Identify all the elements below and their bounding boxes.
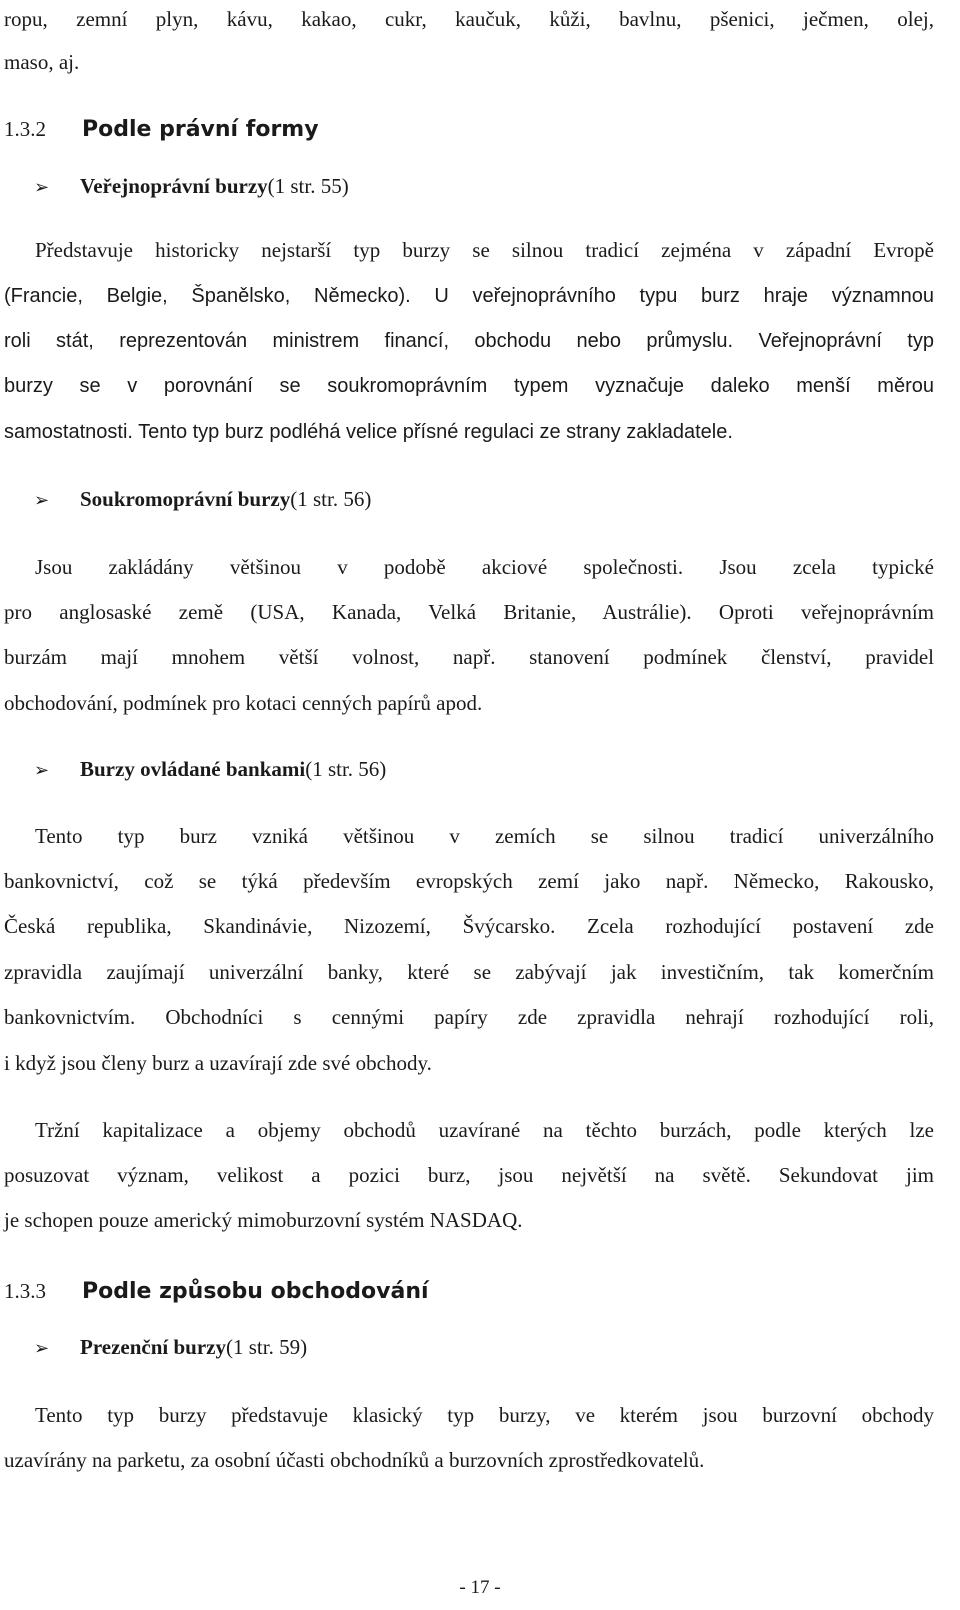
bullet-item-soukromopravni bbox=[34, 485, 371, 515]
section-number: 1.3.2 bbox=[4, 117, 46, 141]
paragraph-line: pro anglosaské země (USA, Kanada, Velká Britanie, Austrálie). Oproti veřejnoprávním bbox=[4, 600, 934, 624]
page-number: - 17 - bbox=[459, 1577, 501, 1598]
paragraph-line: Česká republika, Skandinávie, Nizozemí, Švýcarsko. Zcela rozhodující postavení zde bbox=[4, 914, 934, 938]
bullet-term: Burzy ovládané bankami bbox=[80, 757, 306, 781]
bullet-term: Soukromoprávní burzy bbox=[80, 487, 291, 511]
paragraph-line: Tento typ burzy představuje klasický typ burzy, ve kterém jsou burzovní obchody bbox=[35, 1403, 934, 1427]
section-number: 1.3.3 bbox=[4, 1279, 46, 1303]
bullet-item-verejnopravni bbox=[34, 172, 349, 202]
paragraph-line: zpravidla zaujímají univerzální banky, které se zabývají jak investičním, tak komerčním bbox=[4, 960, 934, 984]
section-heading-1-3-2 bbox=[4, 115, 319, 144]
paragraph-line: i když jsou členy burz a uzavírají zde své obchody. bbox=[4, 1051, 432, 1075]
paragraph-line: bankovnictvím. Obchodníci s cennými papíry zde zpravidla nehrají rozhodující roli, bbox=[4, 1005, 934, 1029]
paragraph-line: Tento typ burz vzniká většinou v zemích se silnou tradicí univerzálního bbox=[35, 824, 934, 848]
arrow-bullet-icon: ➢ bbox=[34, 760, 50, 781]
paragraph-line: Představuje historicky nejstarší typ burzy se silnou tradicí zejména v západní Evropě bbox=[35, 238, 934, 262]
section-title: Podle způsobu obchodování bbox=[82, 1279, 429, 1304]
bullet-reference: (1 str. 59) bbox=[226, 1335, 308, 1359]
paragraph-line: posuzovat význam, velikost a pozici burz, jsou největší na světě. Sekundovat jim bbox=[4, 1163, 934, 1187]
bullet-term: Prezenční burzy bbox=[80, 1335, 226, 1359]
arrow-bullet-icon: ➢ bbox=[34, 1338, 50, 1359]
paragraph-line: obchodování, podmínek pro kotaci cenných papírů apod. bbox=[4, 691, 483, 715]
section-title: Podle právní formy bbox=[82, 117, 319, 142]
bullet-term: Veřejnoprávní burzy bbox=[80, 174, 268, 198]
paragraph-line: ropu, zemní plyn, kávu, kakao, cukr, kaučuk, kůži, bavlnu, pšenici, ječmen, olej, bbox=[4, 7, 934, 31]
paragraph-line: burzy se v porovnání se soukromoprávním typem vyznačuje daleko menší měrou bbox=[4, 375, 934, 397]
bullet-reference: (1 str. 56) bbox=[305, 757, 387, 781]
paragraph-line: Jsou zakládány většinou v podobě akciové společnosti. Jsou zcela typické bbox=[35, 555, 934, 579]
bullet-item-burzy-ovladane-bankami bbox=[34, 755, 386, 785]
paragraph-line: uzavírány na parketu, za osobní účasti obchodníků a burzovních zprostředkovatelů. bbox=[4, 1448, 705, 1472]
bullet-reference: (1 str. 56) bbox=[290, 487, 372, 511]
section-heading-1-3-3 bbox=[4, 1277, 429, 1306]
arrow-bullet-icon: ➢ bbox=[34, 177, 50, 198]
arrow-bullet-icon: ➢ bbox=[34, 490, 50, 511]
paragraph-line: roli stát, reprezentován ministrem financí, obchodu nebo průmyslu. Veřejnoprávní typ bbox=[4, 330, 934, 352]
bullet-item-prezencni bbox=[34, 1333, 307, 1363]
paragraph-line: samostatnosti. Tento typ burz podléhá velice přísné regulaci ze strany zakladatele. bbox=[4, 421, 733, 443]
paragraph-line: Tržní kapitalizace a objemy obchodů uzavírané na těchto burzách, podle kterých lze bbox=[35, 1118, 934, 1142]
paragraph-line: bankovnictví, což se týká především evropských zemí jako např. Německo, Rakousko, bbox=[4, 869, 934, 893]
paragraph-line: burzám mají mnohem větší volnost, např. stanovení podmínek členství, pravidel bbox=[4, 645, 934, 669]
bullet-reference: (1 str. 55) bbox=[267, 174, 349, 198]
paragraph-line: (Francie, Belgie, Španělsko, Německo). U veřejnoprávního typu burz hraje významnou bbox=[4, 285, 934, 307]
paragraph-line: je schopen pouze americký mimoburzovní systém NASDAQ. bbox=[4, 1208, 523, 1232]
paragraph-line: maso, aj. bbox=[4, 50, 80, 74]
